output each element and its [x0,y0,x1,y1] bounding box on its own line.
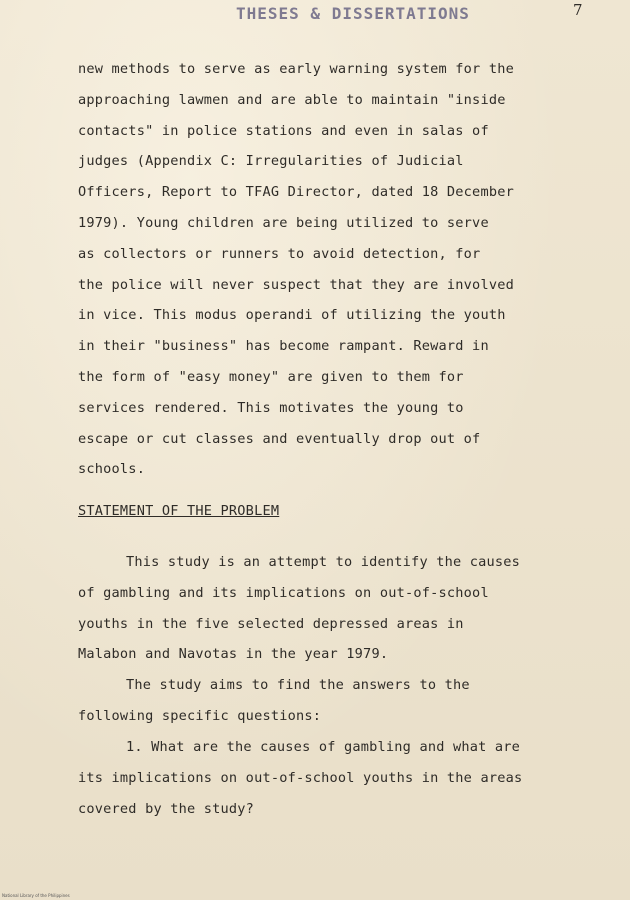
text-line: 1979). Young children are being utilized to serve [78,214,489,231]
theses-stamp: THESES & DISSERTATIONS [236,4,470,23]
page-number: 7 [573,1,583,19]
text-line: escape or cut classes and eventually drop out of [78,430,481,447]
text-line: its implications on out-of-school youths in the areas [78,769,523,786]
text-line: new methods to serve as early warning system for the [78,61,514,77]
paragraph-early-warning [78,54,598,485]
text-line: approaching lawmen and are able to maintain "inside [78,91,506,108]
paragraph-study-attempt [78,547,598,670]
text-line: Malabon and Navotas in the year 1979. [78,646,389,663]
library-footer: National Library of the Philippines [2,893,70,898]
text-line: of gambling and its implications on out-of-school [78,584,489,601]
text-line: in vice. This modus operandi of utilizing the youth [78,307,506,324]
text-line: following specific questions: [78,707,322,724]
text-line: services rendered. This motivates the young to [78,399,464,416]
text-line: covered by the study? [78,800,255,817]
question-1 [78,732,598,824]
text-line: Officers, Report to TFAG Director, dated 18 December [78,184,514,201]
text-line: contacts" in police stations and even in salas of [78,122,489,139]
text-line: schools. [78,461,146,478]
text-line: This study is an attempt to identify the causes [126,554,521,570]
text-line: in their "business" has become rampant. Reward in [78,338,489,355]
text-line: as collectors or runners to avoid detection, for [78,245,481,262]
text-line: The study aims to find the answers to the [126,677,470,693]
text-line: 1. What are the causes of gambling and what are [126,739,521,755]
text-line: the police will never suspect that they are involved [78,276,514,293]
text-line: judges (Appendix C: Irregularities of Judicial [78,153,464,170]
paragraph-study-aims [78,670,598,732]
section-heading: STATEMENT OF THE PROBLEM [78,503,280,519]
text-line: youths in the five selected depressed areas in [78,615,464,632]
text-line: the form of "easy money" are given to them for [78,368,464,385]
